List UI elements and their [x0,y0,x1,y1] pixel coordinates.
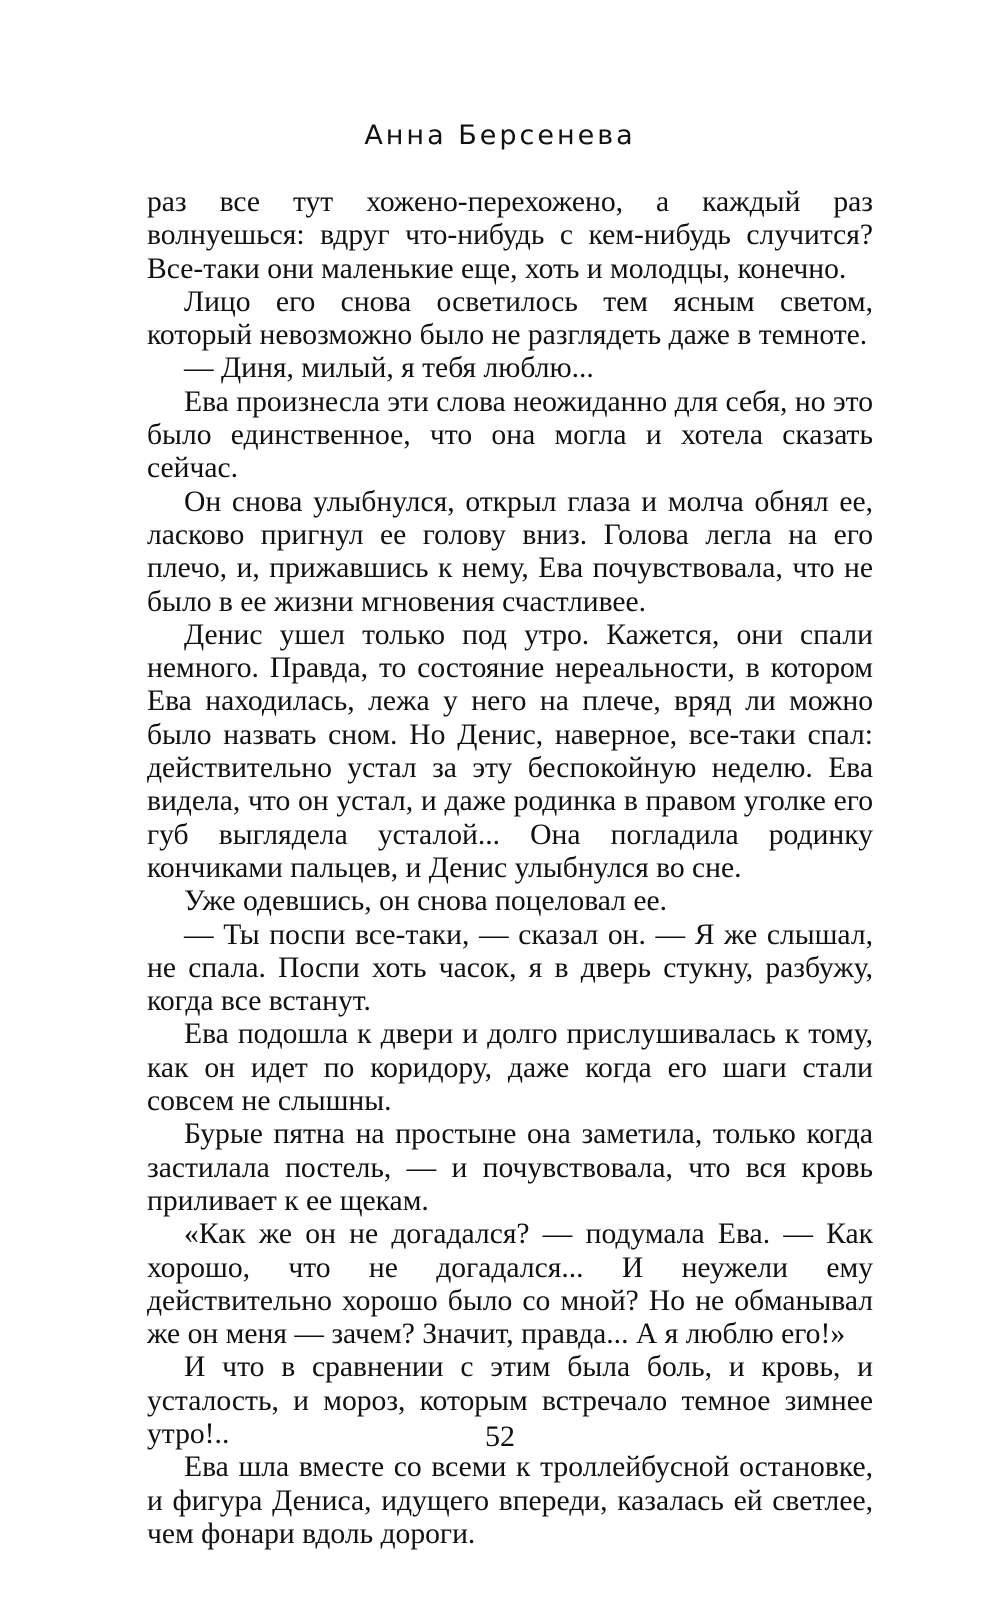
paragraph: Ева шла вместе со всеми к троллейбусной остановке, и фигура Дениса, идущего впереди, казалась ей светлее, чем фонари вдоль дороги. [147,1451,873,1550]
page-number: 52 [485,1420,515,1453]
paragraph: «Как же он не догадался? — подумала Ева. — Как хорошо, что не догадался... И неужели ему действительно хорошо было со мной? Но не обманывал же он меня — зачем? Значит, правда... А я люблю его!» [147,1218,873,1351]
paragraph: Ева подошла к двери и долго прислушивалась к тому, как он идет по коридору, даже когда его шаги стали совсем не слышны. [147,1018,873,1118]
paragraph: Лицо его снова осветилось тем ясным светом, который невозможно было не разглядеть даже в темноте. [147,285,873,352]
paragraph: Денис ушел только под утро. Кажется, они спали немного. Правда, то состояние нереальности, в котором Ева находилась, лежа у него на плече, вряд ли можно было назвать сном. Но Денис, наверное, все-таки спал: действительно устал за эту беспокойную неделю. Ева видела, что он устал, и даже родинка в правом уголке его губ выглядела усталой... Она погладила родинку кончиками пальцев, и Денис улыбнулся во сне. [147,618,873,884]
paragraph: Он снова улыбнулся, открыл глаза и молча обнял ее, ласково пригнул ее голову вниз. Голова легла на его плечо, и, прижавшись к нему, Ева почувствовала, что не было в ее жизни мгновения счастливее. [147,485,873,618]
paragraph: — Диня, милый, я тебя люблю... [184,352,594,385]
paragraph: Ева произнесла эти слова неожиданно для себя, но это было единственное, что она могла и хотела сказать сейчас. [147,385,873,485]
body-text [147,186,873,1551]
running-head-author: Анна Берсенева [364,120,636,151]
paragraph: Бурые пятна на простыне она заметила, только когда застилала постель, — и почувствовала, что вся кровь приливает к ее щекам. [147,1118,873,1217]
paragraph: — Ты поспи все-таки, — сказал он. — Я же слышал, не спала. Поспи хоть часок, я в дверь стукну, разбужу, когда все встанут. [147,918,873,1018]
paragraph: раз все тут хожено-перехожено, а каждый раз волнуешься: вдруг что-нибудь с кем-нибудь случится? Все-таки они маленькие еще, хоть и молодцы, конечно. [147,186,873,285]
paragraph: Уже одевшись, он снова поцеловал ее. [184,885,668,918]
paragraph: И что в сравнении с этим была боль, и кровь, и усталость, и мороз, которым встречало темное зимнее утро!.. [147,1351,873,1450]
